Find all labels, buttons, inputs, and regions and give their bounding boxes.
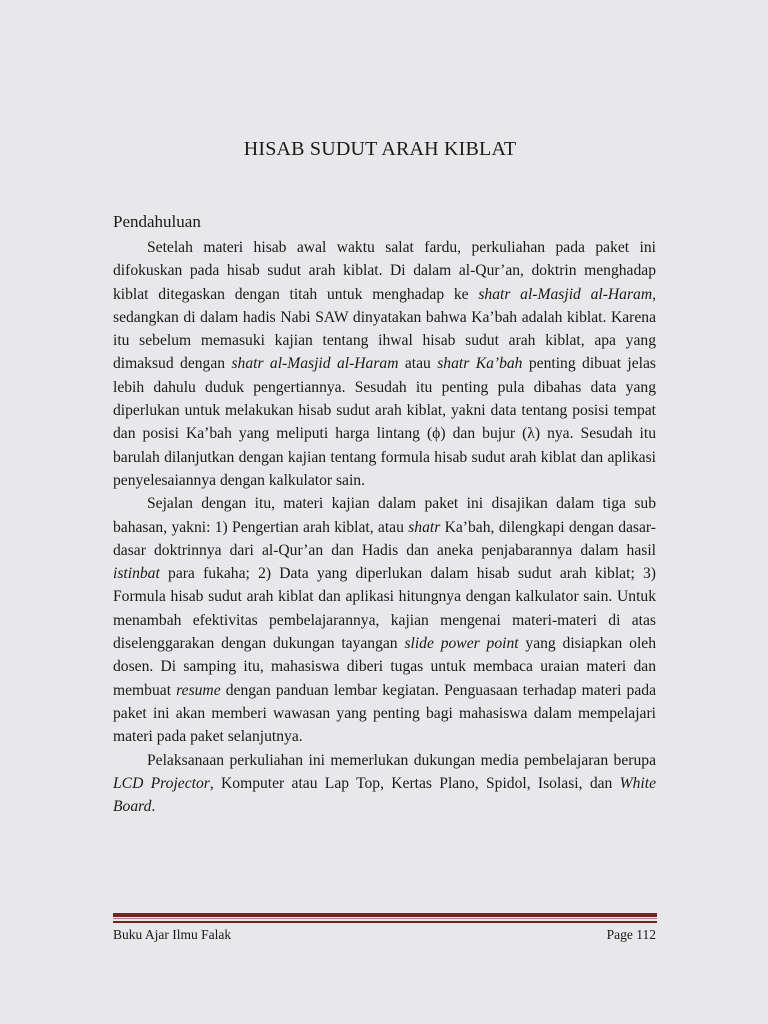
italic-term: LCD Projector <box>113 774 210 792</box>
text-run: atau <box>398 355 438 373</box>
italic-term: shatr <box>408 518 441 536</box>
italic-term: shatr al-Masjid al-Haram <box>231 355 399 373</box>
italic-term: shatr al-Masjid al-Haram <box>478 285 653 303</box>
italic-term: White Board <box>113 774 657 816</box>
footer-rule-bottom <box>113 921 657 923</box>
text-run: dengan panduan lembar kegiatan. Penguasaan terhadap materi pada paket ini akan memberi wawasan yang penting bagi mahasiswa dalam mempelajari materi pada paket selanjutnya. <box>113 681 656 746</box>
paragraph-1 <box>113 236 656 492</box>
text-run: . <box>151 798 156 816</box>
italic-term: resume <box>176 681 221 699</box>
text-run: para fukaha; 2) Data yang diperlukan dalam hisab sudut arah kiblat; 3) Formula hisab sudut arah kiblat dan aplikasi hitungnya dengan kalkulator sain. Untuk menambah efektivitas pembelajarannya, kajian mengenai materi-materi di atas diselenggarakan dengan dukungan tayangan <box>113 565 656 653</box>
text-run: Sejalan dengan itu, materi kajian dalam paket ini disajikan dalam tiga sub bahasan, yakni: 1) Pengertian arah kiblat, atau <box>113 495 656 536</box>
footer-page-number: Page 112 <box>606 927 656 942</box>
text-run: yang disiapkan oleh dosen. Di samping itu, mahasiswa diberi tugas untuk membaca uraian materi dan membuat <box>113 635 656 699</box>
footer-rule-top <box>113 913 657 917</box>
text-run: , sedangkan di dalam hadis Nabi SAW dinyatakan bahwa Ka’bah adalah kiblat. Karena itu sebelum memasuki kajian tentang ihwal hisab sudut arah kiblat, apa yang dimaksud dengan <box>113 285 656 373</box>
text-run: penting dibuat jelas lebih dahulu duduk pengertiannya. Sesudah itu penting pula dibahas data yang diperlukan untuk melakukan hisab sudut arah kiblat, yakni data tentang posisi tempat dan posisi Ka’bah yang meliputi harga lintang (ϕ) dan bujur (λ) nya. Sesudah itu barulah dilanjutkan dengan kajian tentang formula hisab sudut arah kiblat dan aplikasi penyelesaiannya dengan kalkulator sain. <box>113 355 656 489</box>
text-run: Pelaksanaan perkuliahan ini memerlukan dukungan media pembelajaran berupa <box>147 751 656 769</box>
footer-book-title: Buku Ajar Ilmu Falak <box>113 927 232 942</box>
paragraph-3 <box>113 749 656 819</box>
italic-term: shatr Ka’bah <box>437 355 523 373</box>
paragraph-2 <box>113 492 656 748</box>
text-run: , Komputer atau Lap Top, Kertas Plano, Spidol, Isolasi, dan <box>209 774 620 792</box>
italic-term: slide power point <box>404 635 519 653</box>
italic-term: istinbat <box>113 565 160 583</box>
body-text <box>113 236 656 818</box>
section-heading: Pendahuluan <box>113 212 201 231</box>
text-run: Ka’bah, dilengkapi dengan dasar-dasar doktrinnya dari al-Qur’an dan Hadis dan aneka penjabarannya dalam hasil <box>113 518 656 559</box>
page-title: HISAB SUDUT ARAH KIBLAT <box>243 138 517 160</box>
text-run: Setelah materi hisab awal waktu salat fardu, perkuliahan pada paket ini difokuskan pada hisab sudut arah kiblat. Di dalam al-Qur’an, doktrin menghadap kiblat ditegaskan dengan titah untuk menghadap ke <box>113 239 656 303</box>
footer-rule-middle <box>113 918 657 919</box>
